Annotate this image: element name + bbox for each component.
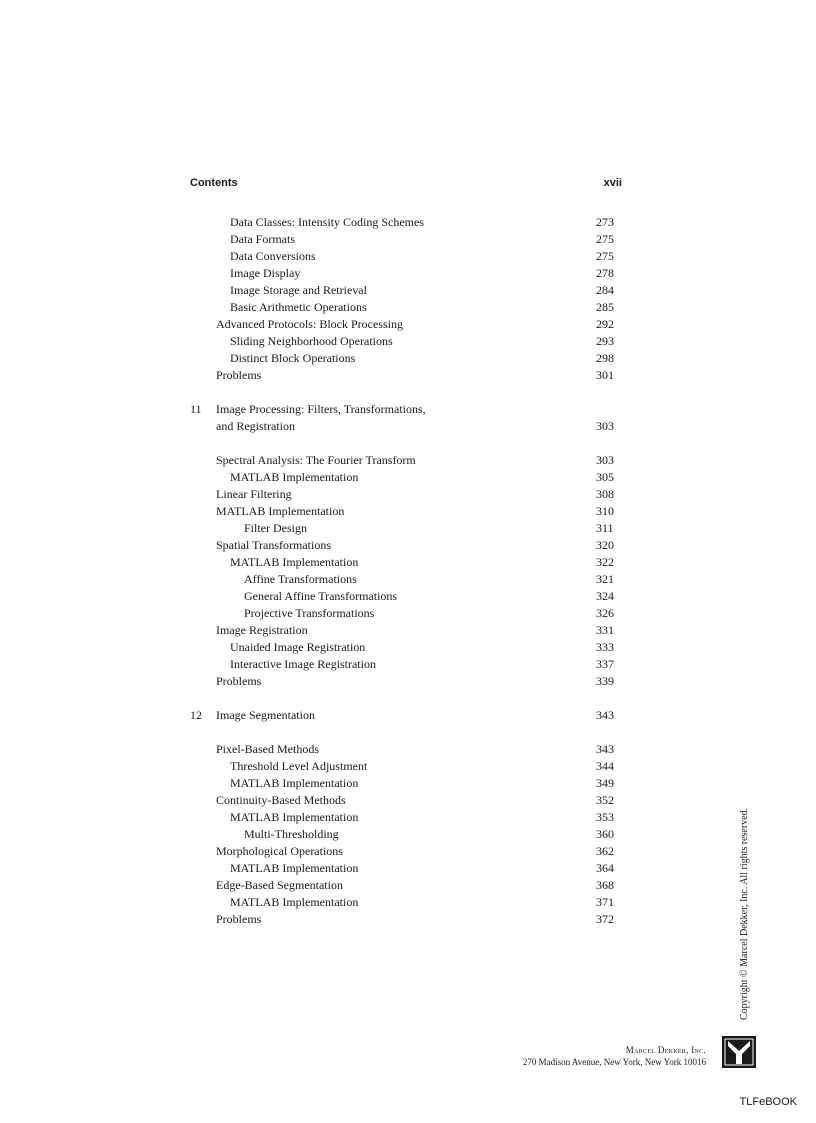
- toc-entry-title: Morphological Operations: [216, 844, 343, 858]
- toc-page-number: 275: [596, 249, 614, 263]
- toc-entry: [0, 248, 816, 265]
- toc-entry: [0, 333, 816, 350]
- toc-entry: [0, 299, 816, 316]
- toc-entry: [0, 639, 816, 656]
- copyright-notice: Copyright © Marcel Dekker, Inc. All rights reserved.: [739, 807, 750, 1020]
- chapter-title: [216, 707, 315, 724]
- toc-gap: [0, 435, 816, 452]
- chapter-number: 12: [190, 708, 202, 722]
- toc-entry-title: Pixel-Based Methods: [216, 742, 319, 756]
- toc-entry-title: Basic Arithmetic Operations: [230, 300, 367, 314]
- toc-entry-title: Multi-Thresholding: [244, 827, 339, 841]
- toc-entry-title: MATLAB Implementation: [230, 861, 359, 875]
- toc-entry-title: Spatial Transformations: [216, 538, 332, 552]
- toc-entry-title: Filter Design: [244, 521, 307, 535]
- toc-entry: [0, 367, 816, 384]
- toc-entry-title: MATLAB Implementation: [230, 895, 359, 909]
- toc-entry: [0, 265, 816, 282]
- toc-entry-title: Distinct Block Operations: [230, 351, 356, 365]
- toc-page-number: 310: [596, 504, 614, 518]
- toc-page-number: 337: [596, 657, 614, 671]
- toc-entry-title: Data Classes: Intensity Coding Schemes: [230, 215, 424, 229]
- toc-entry: [0, 843, 816, 860]
- toc-entry: [0, 775, 816, 792]
- toc-entry: [0, 877, 816, 894]
- toc-entry-title: Projective Transformations: [244, 606, 375, 620]
- toc-page-number: 284: [596, 283, 614, 297]
- toc-page-number: 305: [596, 470, 614, 484]
- toc-page-number: 301: [596, 368, 614, 382]
- toc-entry: [0, 350, 816, 367]
- toc-entry: [0, 554, 816, 571]
- toc-entry: [0, 588, 816, 605]
- toc-entry: [0, 673, 816, 690]
- toc-page-number: 275: [596, 232, 614, 246]
- toc-page-number: 278: [596, 266, 614, 280]
- toc-entry: [0, 605, 816, 622]
- toc-page-number: 326: [596, 606, 614, 620]
- toc-page-number: 303: [596, 453, 614, 467]
- toc-entry: [0, 571, 816, 588]
- toc-entry-title: MATLAB Implementation: [230, 810, 359, 824]
- publisher-address: 270 Madison Avenue, New York, New York 10016: [522, 1057, 706, 1067]
- toc-gap: [0, 384, 816, 401]
- toc-entry-title: Interactive Image Registration: [230, 657, 376, 671]
- toc-page-number: 349: [596, 776, 614, 790]
- footer-mark: TLFeBOOK: [739, 1096, 797, 1108]
- toc-page-number: 321: [596, 572, 614, 586]
- toc-page-number: 371: [596, 895, 614, 909]
- toc-entry: [0, 860, 816, 877]
- toc-gap: [0, 690, 816, 707]
- table-of-contents: [0, 214, 816, 928]
- toc-page-number: 303: [596, 419, 614, 433]
- toc-chapter: [0, 401, 816, 435]
- toc-entry: [0, 537, 816, 554]
- toc-entry-title: Edge-Based Segmentation: [216, 878, 343, 892]
- toc-entry: [0, 656, 816, 673]
- toc-page-number: 324: [596, 589, 614, 603]
- toc-entry-title: Problems: [216, 912, 262, 926]
- toc-entry-title: Image Storage and Retrieval: [230, 283, 367, 297]
- toc-entry-title: MATLAB Implementation: [230, 470, 359, 484]
- toc-page-number: 273: [596, 215, 614, 229]
- header-page-number: xvii: [603, 177, 622, 189]
- chapter-title-line1: Image Segmentation: [216, 708, 315, 722]
- toc-page-number: 344: [596, 759, 614, 773]
- header-title: Contents: [190, 177, 238, 189]
- publisher-name: Marcel Dekker, Inc.: [625, 1045, 706, 1055]
- toc-page-number: 353: [596, 810, 614, 824]
- toc-entry-title: Affine Transformations: [244, 572, 357, 586]
- toc-entry-title: Data Formats: [230, 232, 295, 246]
- toc-entry-title: Advanced Protocols: Block Processing: [216, 317, 403, 331]
- toc-entry-title: Sliding Neighborhood Operations: [230, 334, 393, 348]
- toc-gap: [0, 724, 816, 741]
- toc-entry-title: Image Registration: [216, 623, 308, 637]
- toc-entry-title: Threshold Level Adjustment: [230, 759, 368, 773]
- toc-page-number: 352: [596, 793, 614, 807]
- toc-entry: [0, 622, 816, 639]
- toc-page-number: 343: [596, 742, 614, 756]
- chapter-title-line2: and Registration: [216, 419, 295, 433]
- toc-chapter: [0, 707, 816, 724]
- toc-entry-title: Spectral Analysis: The Fourier Transform: [216, 453, 416, 467]
- toc-entry-title: Unaided Image Registration: [230, 640, 366, 654]
- chapter-title-line1: Image Processing: Filters, Transformations,: [216, 402, 426, 416]
- toc-entry: [0, 520, 816, 537]
- toc-page-number: 339: [596, 674, 614, 688]
- toc-entry-title: Data Conversions: [230, 249, 316, 263]
- toc-page-number: 343: [596, 708, 614, 722]
- toc-entry: [0, 792, 816, 809]
- toc-entry: [0, 282, 816, 299]
- toc-entry-title: MATLAB Implementation: [230, 555, 359, 569]
- toc-page-number: 308: [596, 487, 614, 501]
- toc-entry-title: Problems: [216, 674, 262, 688]
- toc-page-number: 364: [596, 861, 614, 875]
- publisher-logo-icon: [721, 1035, 757, 1069]
- toc-page-number: 360: [596, 827, 614, 841]
- toc-entry: [0, 911, 816, 928]
- toc-entry: [0, 469, 816, 486]
- toc-page-number: 331: [596, 623, 614, 637]
- toc-entry: [0, 758, 816, 775]
- toc-entry: [0, 231, 816, 248]
- toc-page-number: 322: [596, 555, 614, 569]
- toc-page-number: 311: [596, 521, 614, 535]
- toc-entry-title: Continuity-Based Methods: [216, 793, 346, 807]
- toc-entry: [0, 503, 816, 520]
- toc-entry-title: General Affine Transformations: [244, 589, 398, 603]
- chapter-title: [216, 401, 426, 435]
- toc-entry: [0, 809, 816, 826]
- toc-page-number: 362: [596, 844, 614, 858]
- toc-page-number: 285: [596, 300, 614, 314]
- toc-page-number: 292: [596, 317, 614, 331]
- toc-entry: [0, 214, 816, 231]
- toc-page-number: 298: [596, 351, 614, 365]
- toc-page-number: 372: [596, 912, 614, 926]
- toc-entry-title: Linear Filtering: [216, 487, 292, 501]
- toc-page-number: 293: [596, 334, 614, 348]
- toc-page-number: 320: [596, 538, 614, 552]
- toc-entry-title: MATLAB Implementation: [230, 776, 359, 790]
- toc-page-number: 368: [596, 878, 614, 892]
- toc-entry-title: Image Display: [230, 266, 301, 280]
- toc-page-number: 333: [596, 640, 614, 654]
- toc-entry: [0, 826, 816, 843]
- toc-entry-title: Problems: [216, 368, 262, 382]
- chapter-number: 11: [190, 402, 202, 416]
- toc-entry: [0, 316, 816, 333]
- toc-entry: [0, 741, 816, 758]
- toc-entry: [0, 894, 816, 911]
- publisher-info: [523, 1044, 706, 1068]
- toc-entry-title: MATLAB Implementation: [216, 504, 345, 518]
- toc-entry: [0, 452, 816, 469]
- toc-entry: [0, 486, 816, 503]
